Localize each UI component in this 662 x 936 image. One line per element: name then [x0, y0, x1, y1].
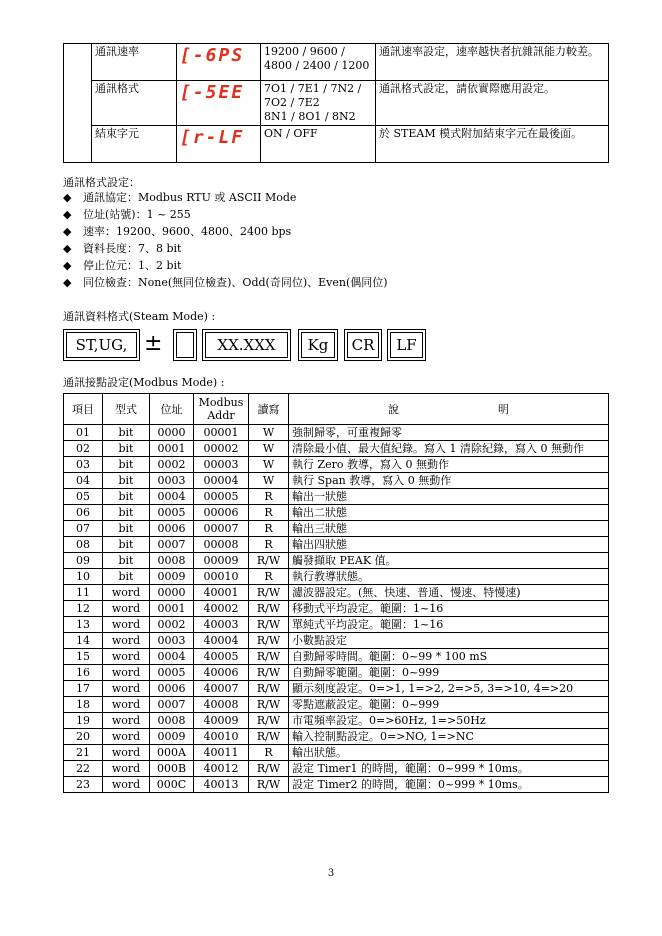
cell-address: 0001 — [150, 441, 194, 457]
cell-rw: R/W — [249, 681, 289, 697]
cell-rw: R/W — [249, 553, 289, 569]
modbus-table — [63, 393, 609, 793]
cell-address: 0006 — [150, 521, 194, 537]
settings-table — [63, 43, 609, 163]
segment-display-text: [-6PS — [180, 45, 245, 66]
cell-type: bit — [103, 457, 150, 473]
cell-modbus-addr: 00010 — [194, 569, 249, 585]
cell-type: word — [103, 697, 150, 713]
cell-modbus-addr: 40010 — [194, 729, 249, 745]
cell-rw: R/W — [249, 777, 289, 793]
cell-type: word — [103, 633, 150, 649]
table-row — [64, 777, 609, 793]
cell-item: 14 — [64, 633, 103, 649]
cell-rw: R/W — [249, 617, 289, 633]
setting-values: 19200 / 9600 / 4800 / 2400 / 1200 — [261, 44, 376, 81]
table-row — [64, 457, 609, 473]
cell-item: 20 — [64, 729, 103, 745]
comm-format-bullet: ◆ 資料長度：7、8 bit — [63, 241, 181, 256]
cell-item: 23 — [64, 777, 103, 793]
cell-description: 零點遮蔽設定。範圍：0~999 — [289, 697, 609, 713]
cell-item: 22 — [64, 761, 103, 777]
cell-address: 0000 — [150, 425, 194, 441]
cell-description: 濾波器設定。(無、快速、普通、慢速、特慢速) — [289, 585, 609, 601]
cell-modbus-addr: 40012 — [194, 761, 249, 777]
cell-description: 執行教導狀態。 — [289, 569, 609, 585]
cell-description: 觸發擷取 PEAK 值。 — [289, 553, 609, 569]
cell-modbus-addr: 40002 — [194, 601, 249, 617]
cell-item: 12 — [64, 601, 103, 617]
cell-type: bit — [103, 473, 150, 489]
setting-values: ON / OFF — [261, 126, 376, 163]
settings-blank-cell — [64, 44, 92, 163]
cell-modbus-addr: 00009 — [194, 553, 249, 569]
table-row — [64, 441, 609, 457]
cell-item: 21 — [64, 745, 103, 761]
cell-type: word — [103, 585, 150, 601]
steam-field-blank — [176, 332, 194, 358]
cell-address: 0007 — [150, 697, 194, 713]
cell-rw: R — [249, 505, 289, 521]
cell-item: 05 — [64, 489, 103, 505]
cell-rw: R/W — [249, 713, 289, 729]
cell-rw: R — [249, 569, 289, 585]
cell-item: 11 — [64, 585, 103, 601]
comm-format-bullet: ◆ 速率：19200、9600、4800、2400 bps — [63, 224, 291, 239]
col-header-modbus-addr: Modbus Addr — [194, 394, 249, 425]
cell-address: 0005 — [150, 505, 194, 521]
table-row — [64, 713, 609, 729]
cell-type: word — [103, 713, 150, 729]
cell-address: 000A — [150, 745, 194, 761]
cell-modbus-addr: 00002 — [194, 441, 249, 457]
cell-modbus-addr: 40008 — [194, 697, 249, 713]
cell-modbus-addr: 40004 — [194, 633, 249, 649]
table-row — [64, 745, 609, 761]
table-row — [64, 665, 609, 681]
steam-field-value: XX.XXX — [205, 332, 288, 358]
setting-description: 通訊速率設定，速率越快者抗雜訊能力較差。 — [376, 44, 609, 81]
cell-modbus-addr: 00003 — [194, 457, 249, 473]
cell-rw: R/W — [249, 633, 289, 649]
segment-display-text: [r-LF — [180, 127, 245, 148]
cell-rw: R/W — [249, 585, 289, 601]
cell-address: 0008 — [150, 713, 194, 729]
cell-type: word — [103, 745, 150, 761]
setting-name: 結束字元 — [92, 126, 177, 163]
cell-address: 0006 — [150, 681, 194, 697]
cell-address: 0000 — [150, 585, 194, 601]
col-header-rw: 讀寫 — [249, 394, 289, 425]
cell-rw: W — [249, 473, 289, 489]
cell-item: 07 — [64, 521, 103, 537]
comm-format-heading: 通訊格式設定： — [63, 176, 140, 189]
cell-address: 000B — [150, 761, 194, 777]
modbus-header-row — [64, 394, 609, 425]
cell-address: 0007 — [150, 537, 194, 553]
cell-address: 0009 — [150, 569, 194, 585]
col-header-item: 項目 — [64, 394, 103, 425]
cell-description: 單純式平均設定。範圍：1~16 — [289, 617, 609, 633]
cell-rw: W — [249, 441, 289, 457]
cell-address: 0004 — [150, 489, 194, 505]
cell-address: 000C — [150, 777, 194, 793]
cell-description: 小數點設定 — [289, 633, 609, 649]
table-row — [64, 729, 609, 745]
cell-rw: W — [249, 457, 289, 473]
cell-description: 輸入控制點設定。0=>NO, 1=>NC — [289, 729, 609, 745]
steam-field-unit: Kg — [301, 332, 335, 358]
cell-address: 0003 — [150, 473, 194, 489]
table-row — [64, 569, 609, 585]
steam-format-heading: 通訊資料格式(Steam Mode) : — [63, 310, 216, 323]
cell-type: bit — [103, 505, 150, 521]
cell-type: word — [103, 665, 150, 681]
setting-name: 通訊格式 — [92, 81, 177, 126]
cell-rw: W — [249, 425, 289, 441]
cell-address: 0003 — [150, 633, 194, 649]
seven-segment-code — [177, 126, 261, 163]
cell-description: 清除最小值、最大值紀錄。寫入 1 清除紀錄，寫入 0 無動作 — [289, 441, 609, 457]
cell-description: 輸出狀態。 — [289, 745, 609, 761]
table-row — [64, 425, 609, 441]
cell-address: 0004 — [150, 649, 194, 665]
cell-type: word — [103, 777, 150, 793]
table-row — [64, 649, 609, 665]
cell-modbus-addr: 00007 — [194, 521, 249, 537]
cell-type: bit — [103, 537, 150, 553]
cell-modbus-addr: 40013 — [194, 777, 249, 793]
comm-format-bullet: ◆ 同位檢查：None(無同位檢查)、Odd(奇同位)、Even(偶同位) — [63, 275, 388, 290]
cell-type: bit — [103, 521, 150, 537]
cell-rw: R/W — [249, 729, 289, 745]
steam-field-lf: LF — [390, 332, 423, 358]
cell-rw: R — [249, 521, 289, 537]
cell-modbus-addr: 40007 — [194, 681, 249, 697]
cell-type: bit — [103, 425, 150, 441]
cell-item: 04 — [64, 473, 103, 489]
cell-rw: R/W — [249, 601, 289, 617]
cell-modbus-addr: 00008 — [194, 537, 249, 553]
cell-description: 輸出四狀態 — [289, 537, 609, 553]
cell-modbus-addr: 00004 — [194, 473, 249, 489]
cell-address: 0009 — [150, 729, 194, 745]
table-row — [64, 505, 609, 521]
table-row — [64, 633, 609, 649]
setting-values — [261, 81, 376, 126]
cell-description: 輸出二狀態 — [289, 505, 609, 521]
table-row — [64, 681, 609, 697]
setting-description: 於 STEAM 模式附加結束字元在最後面。 — [376, 126, 609, 163]
cell-type: word — [103, 649, 150, 665]
cell-item: 01 — [64, 425, 103, 441]
cell-description: 市電頻率設定。0=>60Hz, 1=>50Hz — [289, 713, 609, 729]
cell-item: 08 — [64, 537, 103, 553]
col-header-description: 說 明 — [289, 394, 609, 425]
cell-description: 強制歸零，可重複歸零 — [289, 425, 609, 441]
cell-description: 輸出一狀態 — [289, 489, 609, 505]
cell-type: bit — [103, 553, 150, 569]
seven-segment-code — [177, 81, 261, 126]
cell-type: bit — [103, 441, 150, 457]
col-header-type: 型式 — [103, 394, 150, 425]
cell-rw: R/W — [249, 665, 289, 681]
cell-modbus-addr: 40005 — [194, 649, 249, 665]
seven-segment-code — [177, 44, 261, 81]
cell-item: 17 — [64, 681, 103, 697]
cell-item: 13 — [64, 617, 103, 633]
table-row — [64, 761, 609, 777]
cell-address: 0005 — [150, 665, 194, 681]
cell-type: word — [103, 761, 150, 777]
setting-name: 通訊速率 — [92, 44, 177, 81]
table-row — [64, 601, 609, 617]
cell-rw: R/W — [249, 761, 289, 777]
cell-modbus-addr: 40006 — [194, 665, 249, 681]
setting-values-line: 8N1 / 8O1 / 8N2 — [264, 110, 356, 123]
comm-format-bullet: ◆ 通訊協定：Modbus RTU 或 ASCII Mode — [63, 190, 296, 205]
cell-modbus-addr: 40009 — [194, 713, 249, 729]
cell-address: 0008 — [150, 553, 194, 569]
cell-item: 02 — [64, 441, 103, 457]
modbus-heading: 通訊接點設定(Modbus Mode) : — [63, 376, 225, 389]
cell-modbus-addr: 40003 — [194, 617, 249, 633]
table-row — [64, 473, 609, 489]
setting-values-line: 7O1 / 7E1 / 7N2 / 7O2 / 7E2 — [264, 82, 362, 109]
table-row — [64, 617, 609, 633]
cell-item: 19 — [64, 713, 103, 729]
cell-type: word — [103, 601, 150, 617]
table-row — [64, 553, 609, 569]
steam-field-cr: CR — [347, 332, 379, 358]
cell-rw: R — [249, 537, 289, 553]
comm-format-bullet: ◆ 停止位元：1、2 bit — [63, 258, 181, 273]
cell-description: 輸出三狀態 — [289, 521, 609, 537]
cell-modbus-addr: 40001 — [194, 585, 249, 601]
cell-item: 15 — [64, 649, 103, 665]
cell-description: 自動歸零範圍。範圍：0~999 — [289, 665, 609, 681]
settings-row — [64, 126, 609, 163]
cell-description: 設定 Timer2 的時間，範圍：0~999 * 10ms。 — [289, 777, 609, 793]
cell-type: word — [103, 729, 150, 745]
settings-row — [64, 44, 609, 81]
cell-item: 06 — [64, 505, 103, 521]
segment-display-text: [-5EE — [180, 82, 245, 103]
setting-description: 通訊格式設定，請依實際應用設定。 — [376, 81, 609, 126]
cell-rw: R/W — [249, 649, 289, 665]
cell-modbus-addr: 40011 — [194, 745, 249, 761]
cell-item: 18 — [64, 697, 103, 713]
cell-modbus-addr: 00001 — [194, 425, 249, 441]
cell-type: word — [103, 681, 150, 697]
plus-minus-sign: ± — [144, 331, 163, 356]
comm-format-bullet: ◆ 位址(站號)：1 ~ 255 — [63, 207, 191, 222]
cell-address: 0002 — [150, 617, 194, 633]
cell-address: 0001 — [150, 601, 194, 617]
col-header-address: 位址 — [150, 394, 194, 425]
table-row — [64, 521, 609, 537]
cell-description: 自動歸零時間。範圍：0~99 * 100 mS — [289, 649, 609, 665]
cell-rw: R — [249, 489, 289, 505]
modbus-table-body — [64, 425, 609, 793]
cell-description: 執行 Zero 教導，寫入 0 無動作 — [289, 457, 609, 473]
cell-rw: R/W — [249, 697, 289, 713]
cell-modbus-addr: 00005 — [194, 489, 249, 505]
cell-description: 顯示刻度設定。0=>1, 1=>2, 2=>5, 3=>10, 4=>20 — [289, 681, 609, 697]
table-row — [64, 585, 609, 601]
cell-type: word — [103, 617, 150, 633]
cell-item: 16 — [64, 665, 103, 681]
cell-item: 09 — [64, 553, 103, 569]
table-row — [64, 697, 609, 713]
cell-description: 執行 Span 教導，寫入 0 無動作 — [289, 473, 609, 489]
cell-item: 03 — [64, 457, 103, 473]
table-row — [64, 537, 609, 553]
cell-modbus-addr: 00006 — [194, 505, 249, 521]
table-row — [64, 489, 609, 505]
cell-item: 10 — [64, 569, 103, 585]
cell-rw: R — [249, 745, 289, 761]
page-number: 3 — [327, 868, 335, 879]
cell-address: 0002 — [150, 457, 194, 473]
cell-description: 移動式平均設定。範圍：1~16 — [289, 601, 609, 617]
steam-field-header: ST,UG, — [66, 332, 137, 358]
cell-type: bit — [103, 489, 150, 505]
cell-type: bit — [103, 569, 150, 585]
cell-description: 設定 Timer1 的時間，範圍：0~999 * 10ms。 — [289, 761, 609, 777]
settings-row — [64, 81, 609, 126]
